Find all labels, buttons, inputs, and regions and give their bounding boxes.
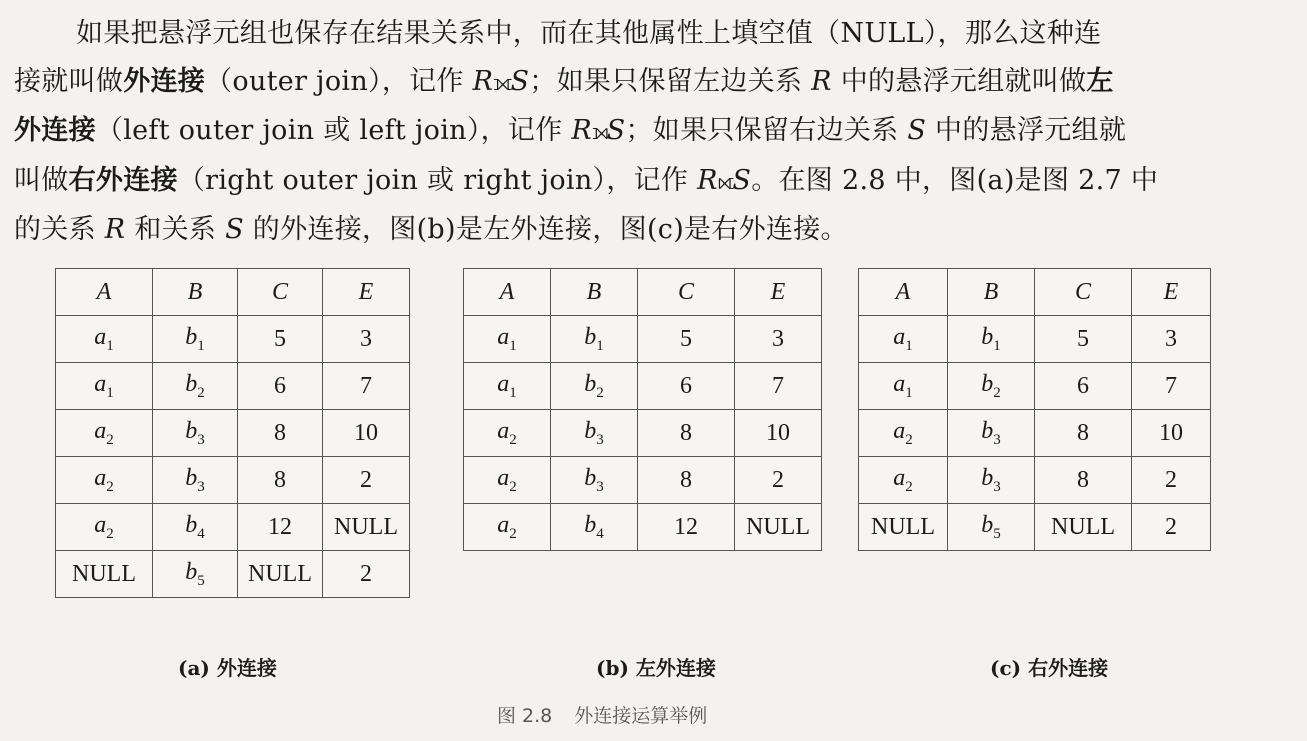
cell-value: 8 [274, 419, 286, 446]
cell-value: b [584, 370, 597, 397]
cell-value: NULL [248, 560, 312, 587]
column-header [153, 269, 238, 316]
table-cell [238, 410, 323, 457]
cell-value: 8 [680, 466, 692, 493]
table-cell [323, 504, 410, 551]
table-cell [638, 363, 735, 410]
cell-value: 2 [1165, 513, 1177, 540]
cell-value: 2 [360, 466, 372, 493]
cell-value: 12 [268, 513, 292, 540]
table-cell [464, 410, 551, 457]
figure-caption [497, 701, 707, 728]
cell-value: 2 [360, 560, 372, 587]
relation-s: S [732, 164, 752, 196]
text-span: 接就叫做 [14, 65, 124, 97]
table-cell [464, 504, 551, 551]
table-cell [735, 316, 822, 363]
table-cell [56, 457, 153, 504]
table-cell [238, 316, 323, 363]
column-header [1035, 269, 1132, 316]
relation-s: S [510, 65, 530, 97]
text-span: 如果把悬浮元组也保存在结果关系中，而在其他属性上填空值（NULL），那么这种连 [76, 18, 1102, 49]
column-header [638, 269, 735, 316]
table-row [56, 457, 410, 504]
full-outer-join-symbol: ⟗ [493, 70, 511, 96]
text-span: 中的悬浮元组就叫做 [831, 65, 1087, 97]
cell-value: b [185, 417, 198, 444]
cell-value: 12 [674, 513, 698, 540]
cell-subscript: 5 [197, 572, 205, 589]
table-cell [464, 363, 551, 410]
table-cell [551, 316, 638, 363]
text-span: ；如果只保留左边关系 [529, 65, 812, 97]
table-row [464, 316, 822, 363]
cell-value: a [893, 417, 906, 444]
table-cell [153, 316, 238, 363]
cell-value: b [584, 323, 597, 350]
table-cell [464, 457, 551, 504]
cell-subscript: 1 [509, 337, 517, 354]
cell-value: NULL [1051, 513, 1115, 540]
text-span: （right outer join 或 right join），记作 [177, 164, 698, 196]
cell-value: a [94, 511, 107, 538]
paragraph-line-4 [14, 157, 1294, 207]
table-cell [323, 551, 410, 598]
cell-subscript: 4 [197, 525, 205, 542]
column-header [551, 269, 638, 316]
table-row [859, 410, 1211, 457]
cell-value: 6 [680, 372, 692, 399]
text-span: 中的悬浮元组就 [926, 115, 1127, 146]
cell-value: b [185, 511, 198, 538]
figure-title: 外连接运算举例 [574, 705, 708, 727]
table-cell [238, 551, 323, 598]
outer-join-table [55, 268, 410, 598]
table-cell [638, 457, 735, 504]
relation-r: R [104, 214, 126, 245]
table-row [859, 316, 1211, 363]
cell-value: 7 [1165, 372, 1177, 399]
table-cell [859, 504, 948, 551]
table-cell [859, 316, 948, 363]
table-row [859, 457, 1211, 504]
text-span: 。在图 2.8 中，图(a)是图 2.7 中 [751, 164, 1159, 196]
cell-value: 8 [1077, 466, 1089, 493]
column-header [323, 269, 410, 316]
column-header-label: E [358, 278, 374, 305]
table-cell [735, 410, 822, 457]
cell-subscript: 1 [905, 337, 913, 354]
cell-subscript: 1 [106, 337, 114, 354]
table-row [464, 504, 822, 551]
paragraph-line-1 [14, 10, 1294, 58]
cell-subscript: 2 [106, 525, 114, 542]
cell-value: NULL [72, 560, 136, 587]
table-row [56, 363, 410, 410]
cell-subscript: 4 [596, 525, 604, 542]
column-header [238, 269, 323, 316]
text-span: （left outer join 或 left join），记作 [95, 115, 572, 146]
cell-subscript: 1 [197, 337, 205, 354]
right-outer-join-symbol: ⟖ [717, 169, 733, 195]
term-left-outer-join: 外连接 [14, 115, 96, 146]
table-cell [948, 410, 1035, 457]
cell-subscript: 2 [596, 384, 604, 401]
table-row [56, 316, 410, 363]
table-row [859, 363, 1211, 410]
cell-value: a [497, 323, 510, 350]
column-header-label: A [96, 278, 112, 305]
column-header-label: C [271, 278, 288, 305]
cell-subscript: 2 [197, 384, 205, 401]
left-outer-join-symbol: ⟕ [592, 120, 607, 145]
table-cell [551, 504, 638, 551]
table-header-row [56, 269, 410, 316]
cell-value: 5 [274, 325, 286, 352]
cell-value: a [893, 464, 906, 491]
relation-r: R [472, 65, 494, 97]
table-cell [56, 504, 153, 551]
table-cell [551, 410, 638, 457]
cell-subscript: 2 [106, 431, 114, 448]
cell-value: b [981, 464, 994, 491]
table-cell [1132, 316, 1211, 363]
cell-subscript: 3 [993, 431, 1001, 448]
table-cell [1035, 316, 1132, 363]
table-cell [323, 410, 410, 457]
table-cell [948, 316, 1035, 363]
term-right-outer-join: 右外连接 [68, 164, 178, 196]
table-cell [153, 504, 238, 551]
cell-value: 2 [772, 466, 784, 493]
cell-subscript: 2 [106, 478, 114, 495]
table-row [56, 504, 410, 551]
cell-subscript: 2 [905, 431, 913, 448]
column-header-label: E [1163, 278, 1179, 305]
caption-c: (c) 右外连接 [990, 656, 1109, 680]
cell-value: b [981, 323, 994, 350]
text-span: ；如果只保留右边关系 [625, 115, 908, 146]
relation-r: R [697, 164, 718, 196]
cell-value: 10 [354, 419, 378, 446]
caption-a: (a) 外连接 [178, 656, 277, 680]
cell-subscript: 3 [993, 478, 1001, 495]
cell-value: 8 [680, 419, 692, 446]
table-row [464, 410, 822, 457]
relation-s: S [225, 214, 244, 245]
cell-value: b [981, 417, 994, 444]
relation-r: R [571, 115, 593, 146]
cell-value: b [185, 323, 198, 350]
table-cell [638, 316, 735, 363]
figure-number: 图 2.8 [497, 705, 553, 727]
table-cell [735, 457, 822, 504]
table-cell [859, 457, 948, 504]
cell-value: 6 [274, 372, 286, 399]
table-cell [1035, 504, 1132, 551]
cell-subscript: 3 [197, 431, 205, 448]
column-header [464, 269, 551, 316]
table-cell [551, 363, 638, 410]
table-cell [56, 410, 153, 457]
cell-value: NULL [871, 513, 935, 540]
cell-subscript: 3 [197, 478, 205, 495]
table-cell [56, 363, 153, 410]
table-cell [1035, 457, 1132, 504]
table-row [464, 457, 822, 504]
relation-r: R [811, 65, 832, 97]
table-cell [1132, 504, 1211, 551]
cell-value: a [94, 323, 107, 350]
right-outer-join-table [858, 268, 1211, 551]
text-span: 叫做 [14, 164, 69, 196]
cell-subscript: 1 [106, 384, 114, 401]
column-header-label: E [770, 278, 786, 305]
cell-subscript: 3 [596, 431, 604, 448]
table-header-row [464, 269, 822, 316]
cell-value: 6 [1077, 372, 1089, 399]
relation-s: S [606, 115, 626, 146]
cell-value: NULL [334, 513, 398, 540]
paragraph-line-2 [14, 58, 1294, 108]
paragraph-line-5 [14, 206, 1294, 254]
column-header-label: C [677, 278, 694, 305]
cell-value: NULL [746, 513, 810, 540]
cell-value: a [497, 464, 510, 491]
cell-subscript: 2 [993, 384, 1001, 401]
table-row [56, 410, 410, 457]
text-span: （outer join），记作 [205, 65, 473, 97]
table-cell [948, 363, 1035, 410]
cell-value: a [94, 417, 107, 444]
table-row [56, 551, 410, 598]
table-cell [238, 457, 323, 504]
cell-value: b [584, 417, 597, 444]
term-left-part: 左 [1086, 65, 1114, 97]
cell-value: 3 [1165, 325, 1177, 352]
cell-subscript: 2 [509, 478, 517, 495]
table-cell [153, 551, 238, 598]
table-row [859, 504, 1211, 551]
cell-subscript: 1 [596, 337, 604, 354]
body-paragraph [14, 10, 1294, 254]
cell-value: 2 [1165, 466, 1177, 493]
cell-value: 10 [1159, 419, 1183, 446]
table-cell [735, 504, 822, 551]
table-cell [1035, 363, 1132, 410]
cell-value: a [94, 464, 107, 491]
cell-value: 7 [360, 372, 372, 399]
cell-value: b [981, 511, 994, 538]
column-header [56, 269, 153, 316]
column-header [948, 269, 1035, 316]
table-cell [153, 410, 238, 457]
table-cell [323, 457, 410, 504]
column-header-label: A [499, 278, 515, 305]
cell-value: a [893, 370, 906, 397]
cell-value: b [185, 464, 198, 491]
cell-value: 10 [766, 419, 790, 446]
paragraph-line-3 [14, 107, 1294, 157]
cell-value: a [94, 370, 107, 397]
table-cell [638, 410, 735, 457]
cell-value: b [981, 370, 994, 397]
cell-value: 5 [1077, 325, 1089, 352]
cell-subscript: 2 [905, 478, 913, 495]
table-cell [1035, 410, 1132, 457]
term-outer-join: 外连接 [123, 65, 206, 97]
cell-value: b [584, 511, 597, 538]
table-cell [859, 363, 948, 410]
table-cell [948, 457, 1035, 504]
cell-value: 3 [360, 325, 372, 352]
cell-value: b [584, 464, 597, 491]
table-cell [323, 363, 410, 410]
table-cell [1132, 363, 1211, 410]
cell-subscript: 2 [509, 525, 517, 542]
cell-subscript: 1 [509, 384, 517, 401]
column-header [1132, 269, 1211, 316]
cell-value: a [893, 323, 906, 350]
table-cell [859, 410, 948, 457]
column-header [735, 269, 822, 316]
cell-value: 5 [680, 325, 692, 352]
column-header-label: B [187, 278, 203, 305]
cell-subscript: 5 [993, 525, 1001, 542]
text-span: 的关系 [14, 214, 105, 245]
table-cell [153, 363, 238, 410]
column-header-label: A [895, 278, 911, 305]
cell-value: a [497, 417, 510, 444]
cell-subscript: 1 [905, 384, 913, 401]
table-cell [56, 551, 153, 598]
table-cell [238, 504, 323, 551]
column-header-label: B [586, 278, 602, 305]
table-cell [238, 363, 323, 410]
table-cell [56, 316, 153, 363]
cell-value: 8 [1077, 419, 1089, 446]
cell-value: 7 [772, 372, 784, 399]
table-cell [1132, 457, 1211, 504]
cell-value: b [185, 558, 198, 585]
cell-value: 3 [772, 325, 784, 352]
table-cell [464, 316, 551, 363]
table-cell [323, 316, 410, 363]
table-cell [153, 457, 238, 504]
caption-b: (b) 左外连接 [596, 656, 716, 680]
column-header [859, 269, 948, 316]
relation-s: S [907, 115, 927, 146]
table-cell [1132, 410, 1211, 457]
table-cell [735, 363, 822, 410]
text-span: 的外连接，图(b)是左外连接，图(c)是右外连接。 [243, 214, 848, 245]
table-cell [551, 457, 638, 504]
cell-subscript: 3 [596, 478, 604, 495]
table-cell [948, 504, 1035, 551]
cell-subscript: 2 [509, 431, 517, 448]
table-cell [638, 504, 735, 551]
cell-value: a [497, 370, 510, 397]
column-header-label: C [1074, 278, 1091, 305]
cell-subscript: 1 [993, 337, 1001, 354]
text-span: 和关系 [125, 214, 226, 245]
column-header-label: B [983, 278, 999, 305]
table-header-row [859, 269, 1211, 316]
cell-value: a [497, 511, 510, 538]
cell-value: b [185, 370, 198, 397]
cell-value: 8 [274, 466, 286, 493]
table-row [464, 363, 822, 410]
left-outer-join-table [463, 268, 822, 551]
